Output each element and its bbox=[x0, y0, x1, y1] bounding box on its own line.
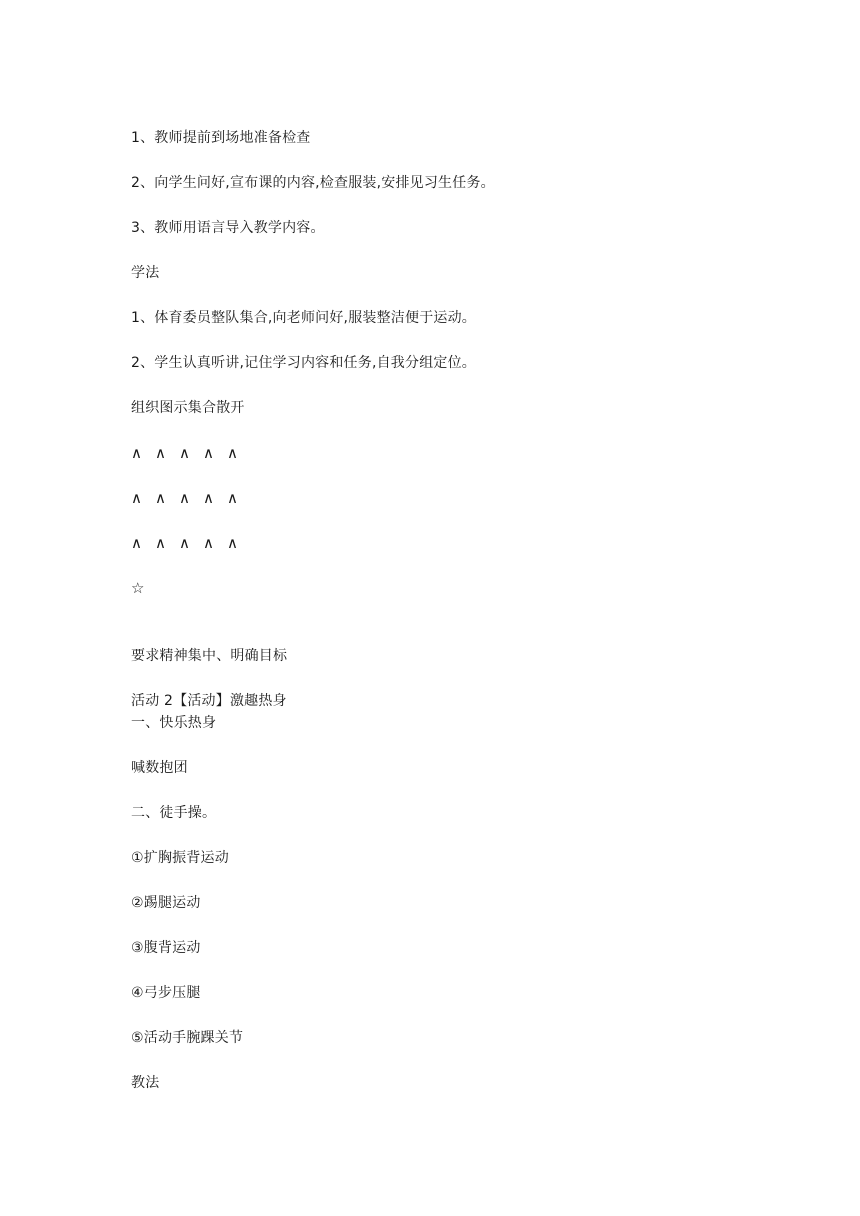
student-marker: ∧ bbox=[179, 444, 190, 462]
teacher-step-1: 1、教师提前到场地准备检查 bbox=[131, 130, 311, 146]
exercise-item-3: ③腹背运动 bbox=[131, 940, 201, 956]
warmup-game: 喊数抱团 bbox=[131, 760, 188, 776]
student-marker: ∧ bbox=[227, 444, 238, 462]
student-marker: ∧ bbox=[131, 444, 142, 462]
section-heading-study-method: 学法 bbox=[131, 265, 160, 281]
section-heading-teaching-method: 教法 bbox=[131, 1075, 160, 1091]
student-marker: ∧ bbox=[179, 489, 190, 507]
warmup-heading: 一、快乐热身 bbox=[131, 715, 217, 731]
teacher-star-icon: ☆ bbox=[131, 579, 145, 597]
student-step-1: 1、体育委员整队集合,向老师问好,服装整洁便于运动。 bbox=[131, 310, 477, 326]
formation-diagram-caption: 组织图示集合散开 bbox=[131, 400, 245, 416]
student-marker: ∧ bbox=[203, 444, 214, 462]
student-marker: ∧ bbox=[155, 534, 166, 552]
student-marker: ∧ bbox=[203, 534, 214, 552]
exercise-item-2: ②踢腿运动 bbox=[131, 895, 201, 911]
exercise-item-4: ④弓步压腿 bbox=[131, 985, 201, 1001]
student-marker: ∧ bbox=[131, 534, 142, 552]
student-marker: ∧ bbox=[227, 534, 238, 552]
student-step-2: 2、学生认真听讲,记住学习内容和任务,自我分组定位。 bbox=[131, 355, 477, 371]
teacher-step-3: 3、教师用语言导入教学内容。 bbox=[131, 220, 325, 236]
activity-2-heading: 活动 2【活动】激趣热身 bbox=[131, 693, 287, 709]
student-marker: ∧ bbox=[131, 489, 142, 507]
student-marker: ∧ bbox=[227, 489, 238, 507]
requirement-text: 要求精神集中、明确目标 bbox=[131, 648, 288, 664]
student-marker: ∧ bbox=[155, 489, 166, 507]
student-marker: ∧ bbox=[203, 489, 214, 507]
student-marker: ∧ bbox=[155, 444, 166, 462]
freehand-exercise-heading: 二、徒手操。 bbox=[131, 805, 217, 821]
teacher-step-2: 2、向学生问好,宣布课的内容,检查服装,安排见习生任务。 bbox=[131, 175, 495, 191]
student-marker: ∧ bbox=[179, 534, 190, 552]
formation-row-1 bbox=[131, 444, 251, 462]
exercise-item-5: ⑤活动手腕踝关节 bbox=[131, 1030, 244, 1046]
formation-row-3 bbox=[131, 534, 251, 552]
formation-row-2 bbox=[131, 489, 251, 507]
exercise-item-1: ①扩胸振背运动 bbox=[131, 850, 229, 866]
